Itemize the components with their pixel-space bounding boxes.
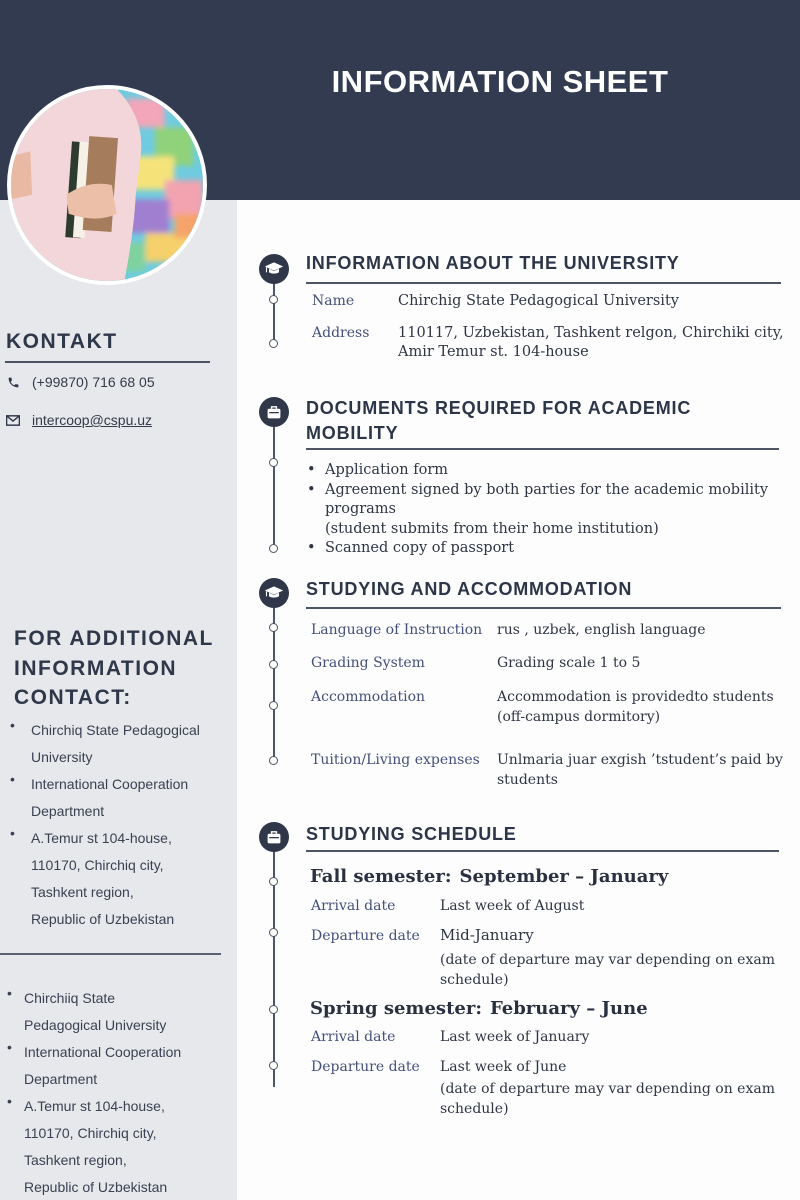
field-label-language: Language of Instruction (311, 622, 483, 638)
list-item (325, 539, 800, 559)
value-line: Unlmaria juar exgish ’tstudent’s paid by (497, 752, 783, 768)
fall-arrival-label: Arrival date (311, 898, 396, 914)
additional-contact-list (31, 717, 200, 933)
list-item-line: Department (31, 803, 105, 819)
field-label-grading: Grading System (311, 655, 425, 671)
timeline-dot (269, 295, 278, 304)
list-item-line: • Application form (325, 462, 448, 478)
list-item-line: Tashkent region, (24, 1152, 127, 1168)
graduation-cap-icon (259, 254, 289, 284)
phone-number: (+99870) 716 68 05 (32, 374, 155, 390)
semester-name: Spring semester: (310, 998, 482, 1019)
field-label-name: Name (312, 293, 355, 309)
spring-departure-note (440, 1079, 775, 1119)
student-photo-illustration (11, 89, 203, 281)
field-label-address: Address (312, 325, 370, 341)
additional-heading-line: INFORMATION (14, 656, 178, 680)
section-divider (306, 850, 779, 852)
list-item (31, 717, 200, 771)
spring-departure-value: Last week of June (440, 1059, 567, 1075)
list-item (24, 1039, 181, 1093)
field-label-accommodation: Accommodation (311, 689, 426, 705)
repeat-contact-list (24, 985, 181, 1200)
phone-icon (6, 375, 20, 389)
profile-photo (7, 85, 207, 285)
section-divider (306, 282, 781, 284)
note-line: (date of departure may var depending on exam (440, 1081, 775, 1097)
required-documents-list (325, 461, 800, 559)
section-title-studying: STUDYING AND ACCOMMODATION (306, 579, 633, 599)
timeline-dot (269, 458, 278, 467)
list-item (24, 985, 181, 1039)
section-title-university: INFORMATION ABOUT THE UNIVERSITY (306, 253, 680, 273)
note-line: schedule) (440, 972, 509, 988)
semester-range: February – June (489, 998, 648, 1019)
list-item-line: • Chirchiq State Pedagogical (31, 722, 200, 738)
address-line: Amir Temur st. 104-house (398, 344, 589, 360)
section-divider (306, 448, 779, 450)
section-title-line: MOBILITY (306, 423, 399, 443)
field-value-accommodation (497, 687, 774, 727)
field-label-tuition: Tuition/Living expenses (311, 752, 480, 768)
semester-name: Fall semester: (310, 866, 452, 887)
list-item-line: • International Cooperation (24, 1044, 182, 1060)
section-title-line: DOCUMENTS REQUIRED FOR ACADEMIC (306, 398, 692, 418)
list-item (325, 481, 800, 540)
list-item-line: University (31, 749, 93, 765)
timeline-dot (269, 928, 278, 937)
fall-departure-note (440, 950, 775, 990)
email-contact (6, 412, 152, 428)
phone-contact (6, 374, 155, 390)
field-value-tuition (497, 750, 783, 790)
list-item (325, 461, 800, 481)
list-item-line: • A.Temur st 104-house, (24, 1098, 165, 1114)
field-value-grading: Grading scale 1 to 5 (497, 655, 641, 671)
timeline-dot (269, 1005, 278, 1014)
list-item (24, 1093, 181, 1200)
timeline-dot (269, 660, 278, 669)
fall-semester-heading (310, 866, 668, 887)
list-item-line: • International Cooperation (31, 776, 189, 792)
timeline-dot (269, 339, 278, 348)
address-line: 110117, Uzbekistan, Tashkent relgon, Chirchiki city, (398, 325, 784, 341)
timeline-dot (269, 623, 278, 632)
value-line: students (497, 772, 558, 788)
timeline-line (273, 420, 275, 550)
additional-heading-line: FOR ADDITIONAL (14, 627, 214, 650)
list-item-line: Republic of Uzbekistan (31, 911, 175, 927)
timeline-dot (269, 1061, 278, 1070)
list-item-line: (student submits from their home institution) (325, 520, 659, 537)
list-item-line: Pedagogical University (24, 1017, 167, 1033)
timeline-dot (269, 756, 278, 765)
section-divider (306, 607, 781, 609)
list-item-line: Department (24, 1071, 98, 1087)
list-item (31, 771, 200, 825)
note-line: (date of departure may var depending on exam (440, 952, 775, 968)
field-value-language: rus , uzbek, english language (497, 622, 706, 638)
timeline-dot (269, 544, 278, 553)
list-item-line: • Chirchiiq State (24, 990, 116, 1006)
fall-departure-value: Mid-January (440, 926, 534, 944)
briefcase-icon (259, 397, 289, 427)
field-value-address (398, 324, 784, 362)
semester-range: September – January (459, 866, 669, 887)
spring-semester-heading (310, 998, 648, 1019)
value-line: Accommodation is providedto students (497, 689, 774, 705)
kontakt-divider (5, 361, 210, 363)
kontakt-heading: KONTAKT (6, 330, 118, 353)
timeline-dot (269, 701, 278, 710)
additional-heading-line: CONTACT: (14, 686, 132, 709)
list-item (31, 825, 200, 933)
list-item-line: 110170, Chirchiq city, (24, 1125, 157, 1141)
page-title: INFORMATION SHEET (331, 64, 669, 99)
spring-arrival-value: Last week of January (440, 1029, 590, 1045)
field-value-name: Chirchig State Pedagogical University (398, 293, 679, 309)
section-title-documents (306, 396, 691, 446)
fall-arrival-value: Last week of August (440, 898, 585, 914)
additional-info-heading (14, 624, 214, 713)
value-line: (off-campus dormitory) (497, 709, 661, 725)
timeline-line (273, 275, 275, 345)
list-item-line: Republic of Uzbekistan (24, 1179, 168, 1195)
list-item-line: • Agreement signed by both parties for the academic mobility programs (325, 481, 769, 517)
graduation-cap-icon (259, 578, 289, 608)
list-item-line: Tashkent region, (31, 884, 134, 900)
fall-departure-label: Departure date (311, 928, 420, 944)
envelope-icon (6, 413, 20, 427)
briefcase-icon (259, 822, 289, 852)
list-item-line: 110170, Chirchiq city, (31, 857, 164, 873)
email-link[interactable]: intercoop@cspu.uz (32, 412, 153, 428)
sidebar-divider (0, 953, 221, 955)
note-line: schedule) (440, 1101, 509, 1117)
section-title-schedule: STUDYING SCHEDULE (306, 824, 517, 844)
spring-arrival-label: Arrival date (311, 1029, 396, 1045)
list-item-line: • Scanned copy of passport (325, 540, 515, 556)
spring-departure-label: Departure date (311, 1059, 420, 1075)
timeline-dot (269, 877, 278, 886)
list-item-line: • A.Temur st 104-house, (31, 830, 172, 846)
